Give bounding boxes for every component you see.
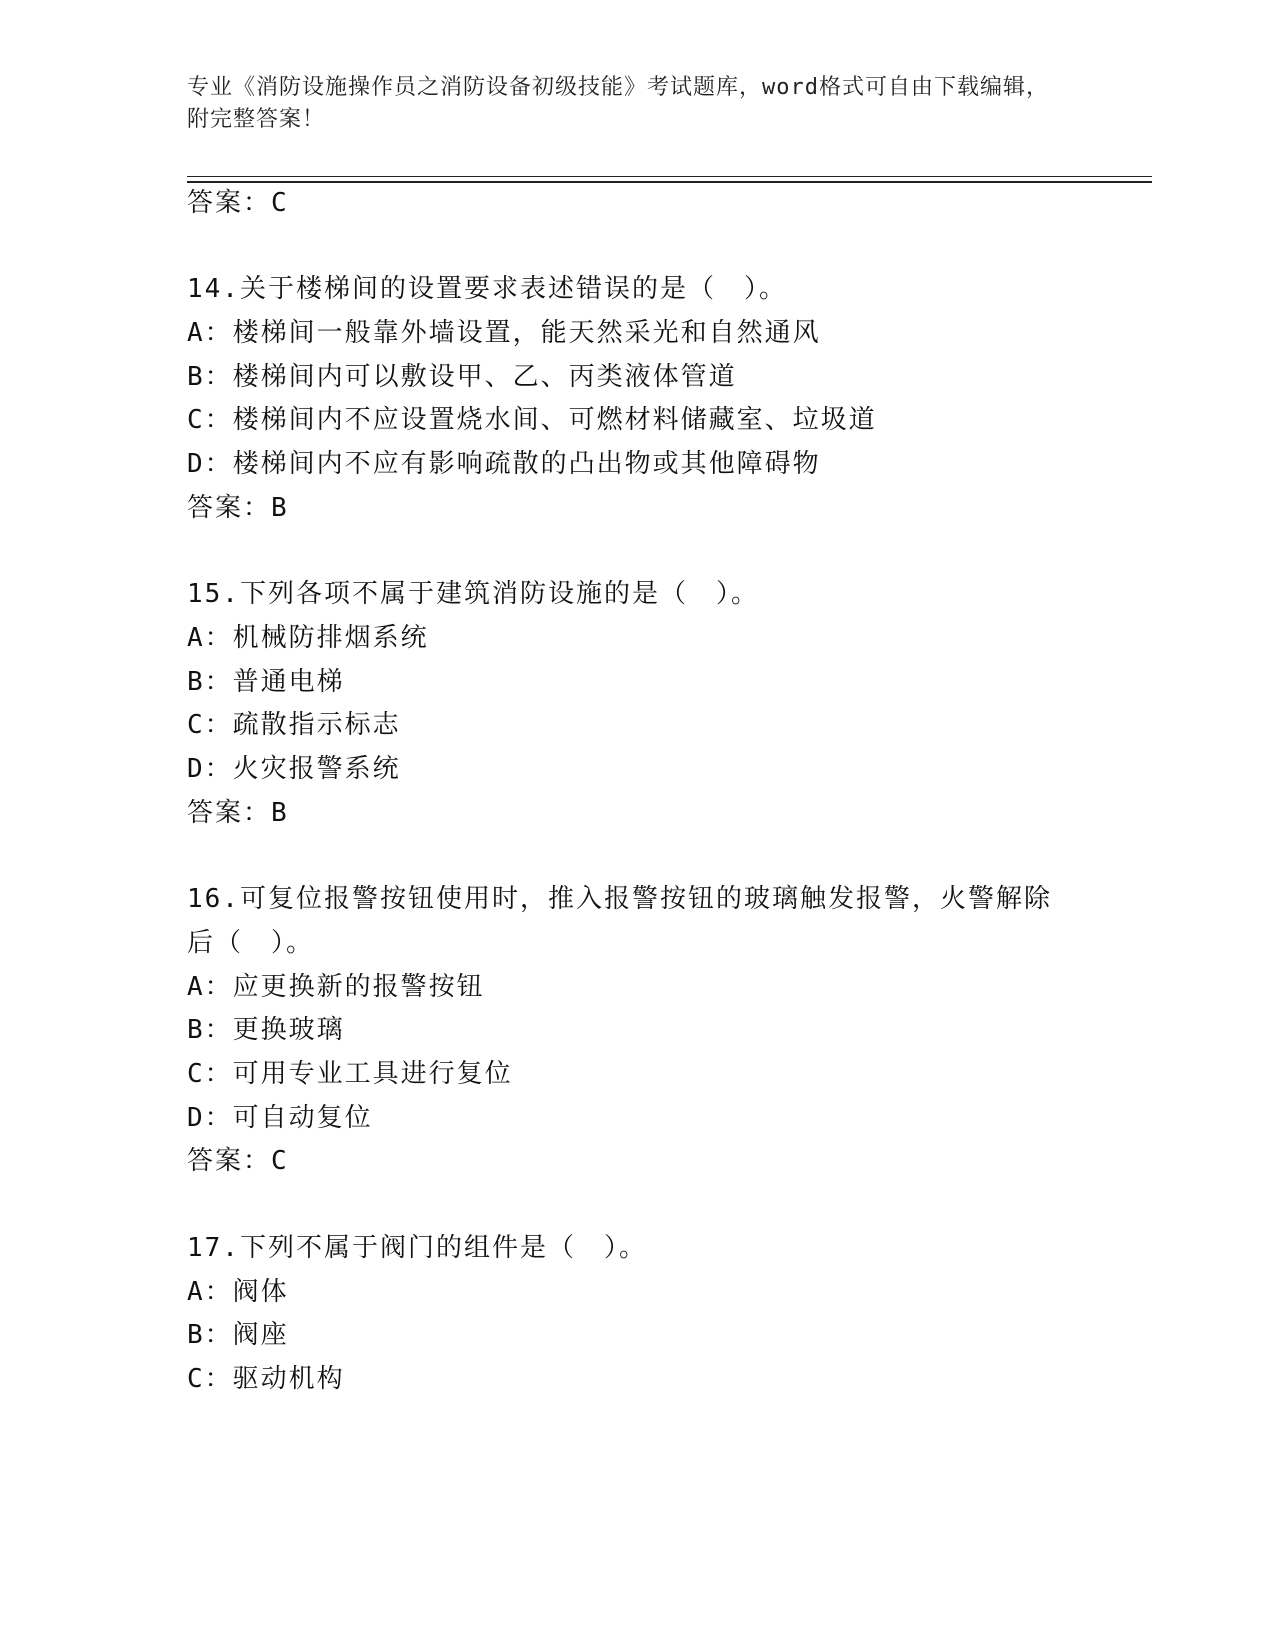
- question-stem: 14.关于楼梯间的设置要求表述错误的是（ ）。: [187, 274, 787, 304]
- answer-value: C: [271, 1146, 289, 1176]
- question-stem: 17.下列不属于阀门的组件是（ ）。: [187, 1233, 647, 1263]
- option-a: A：阀体: [187, 1277, 289, 1307]
- question-stem: 15.下列各项不属于建筑消防设施的是（ ）。: [187, 579, 759, 609]
- answer-label: 答案：: [187, 493, 272, 523]
- option-b: B：普通电梯: [187, 667, 345, 697]
- answer-line: [187, 796, 289, 830]
- answer-label: 答案：: [187, 1146, 272, 1176]
- option-a: A：应更换新的报警按钮: [187, 972, 485, 1002]
- option-c: C：楼梯间内不应设置烧水间、可燃材料储藏室、垃圾道: [187, 405, 877, 435]
- header-divider-thick: [187, 181, 1152, 183]
- answer-line: [187, 1144, 289, 1178]
- answer-line: [187, 491, 289, 525]
- option-d: D：楼梯间内不应有影响疏散的凸出物或其他障碍物: [187, 449, 821, 479]
- document-header: 专业《消防设施操作员之消防设备初级技能》考试题库，word格式可自由下载编辑，附完整答案！: [187, 75, 1049, 132]
- answer-value: B: [271, 493, 289, 523]
- option-a: A：机械防排烟系统: [187, 623, 429, 653]
- answer-value: C: [271, 188, 289, 218]
- option-b: B：楼梯间内可以敷设甲、乙、丙类液体管道: [187, 362, 737, 392]
- prev-answer-line: [187, 186, 289, 220]
- option-c: C：驱动机构: [187, 1364, 345, 1394]
- question-stem-line1: 16.可复位报警按钮使用时，推入报警按钮的玻璃触发报警，火警解除: [187, 884, 1052, 914]
- answer-label: 答案：: [187, 188, 272, 218]
- header-divider-thin: [187, 176, 1152, 177]
- option-d: D：火灾报警系统: [187, 754, 401, 784]
- option-d: D：可自动复位: [187, 1103, 373, 1133]
- option-a: A：楼梯间一般靠外墙设置，能天然采光和自然通风: [187, 318, 821, 348]
- option-c: C：可用专业工具进行复位: [187, 1059, 513, 1089]
- question-stem-line2: 后（ ）。: [187, 928, 315, 958]
- answer-value: B: [271, 798, 289, 828]
- option-c: C：疏散指示标志: [187, 710, 401, 740]
- option-b: B：阀座: [187, 1320, 289, 1350]
- answer-label: 答案：: [187, 798, 272, 828]
- option-b: B：更换玻璃: [187, 1015, 345, 1045]
